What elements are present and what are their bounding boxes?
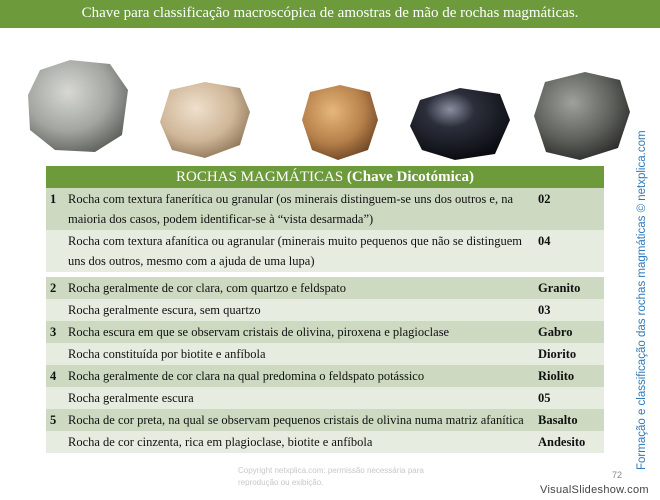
row-description: Rocha geralmente de cor clara, com quartzo e feldspato (64, 277, 534, 299)
rock-2-pumice (160, 82, 250, 158)
rock-1-granite (28, 60, 128, 152)
row-result: Riolito (534, 365, 604, 387)
table-row (46, 365, 604, 387)
table-row (46, 188, 604, 230)
row-number (46, 343, 64, 365)
row-number (46, 230, 64, 272)
rock-3-tuff (302, 85, 378, 160)
slide-title: Chave para classificação macroscópica de amostras de mão de rochas magmáticas. (81, 5, 579, 21)
table-row (46, 277, 604, 299)
table-row (46, 409, 604, 431)
page-number: 72 (612, 470, 623, 480)
header-subtitle: (Chave Dicotómica) (346, 168, 474, 185)
row-number: 3 (46, 321, 64, 343)
table-row (46, 387, 604, 409)
row-number: 5 (46, 409, 64, 431)
row-description: Rocha geralmente escura (64, 387, 534, 409)
row-description: Rocha de cor preta, na qual se observam pequenos cristais de olivina numa matriz afanítica (64, 409, 534, 431)
table-row (46, 343, 604, 365)
rock-5-diorite (534, 72, 630, 160)
row-description: Rocha com textura fanerítica ou granular (os minerais distinguem-se uns dos outros e, na maioria dos casos, podem identificar-se à “vista desarmada”) (64, 188, 534, 230)
row-result: Diorito (534, 343, 604, 365)
row-description: Rocha escura em que se observam cristais de olivina, piroxena e plagioclase (64, 321, 534, 343)
row-result: 04 (534, 230, 604, 272)
row-number: 2 (46, 277, 64, 299)
row-description: Rocha de cor cinzenta, rica em plagioclase, biotite e anfíbola (64, 431, 534, 453)
row-description: Rocha com textura afanítica ou agranular (minerais muito pequenos que não se distinguem uns dos outros, mesmo com a ajuda de uma lupa) (64, 230, 534, 272)
brand-link[interactable]: VisualSlideshow.com (540, 484, 649, 496)
row-description: Rocha geralmente de cor clara na qual predomina o feldspato potássico (64, 365, 534, 387)
row-result: Andesito (534, 431, 604, 453)
rock-4-obsidian (410, 88, 510, 160)
row-result: Basalto (534, 409, 604, 431)
row-number: 1 (46, 188, 64, 230)
dichotomous-key-table (46, 166, 604, 453)
table-row (46, 431, 604, 453)
table-row (46, 299, 604, 321)
row-description: Rocha geralmente escura, sem quartzo (64, 299, 534, 321)
row-number (46, 431, 64, 453)
row-number (46, 299, 64, 321)
rock-samples (0, 50, 640, 170)
row-result: 05 (534, 387, 604, 409)
copyright-watermark: Copyright netxplica.com: permissão necessária para reprodução ou exibição. (238, 466, 424, 487)
row-result: Granito (534, 277, 604, 299)
header-title: ROCHAS MAGMÁTICAS (176, 168, 344, 185)
row-result: 03 (534, 299, 604, 321)
table-row (46, 230, 604, 272)
table-header (46, 166, 604, 188)
table-row (46, 321, 604, 343)
row-result: Gabro (534, 321, 604, 343)
row-number: 4 (46, 365, 64, 387)
row-description: Rocha constituída por biotite e anfíbola (64, 343, 534, 365)
row-result: 02 (534, 188, 604, 230)
row-number (46, 387, 64, 409)
side-caption: Formação e classificação das rochas magmáticas © netxplica.com (636, 130, 648, 470)
